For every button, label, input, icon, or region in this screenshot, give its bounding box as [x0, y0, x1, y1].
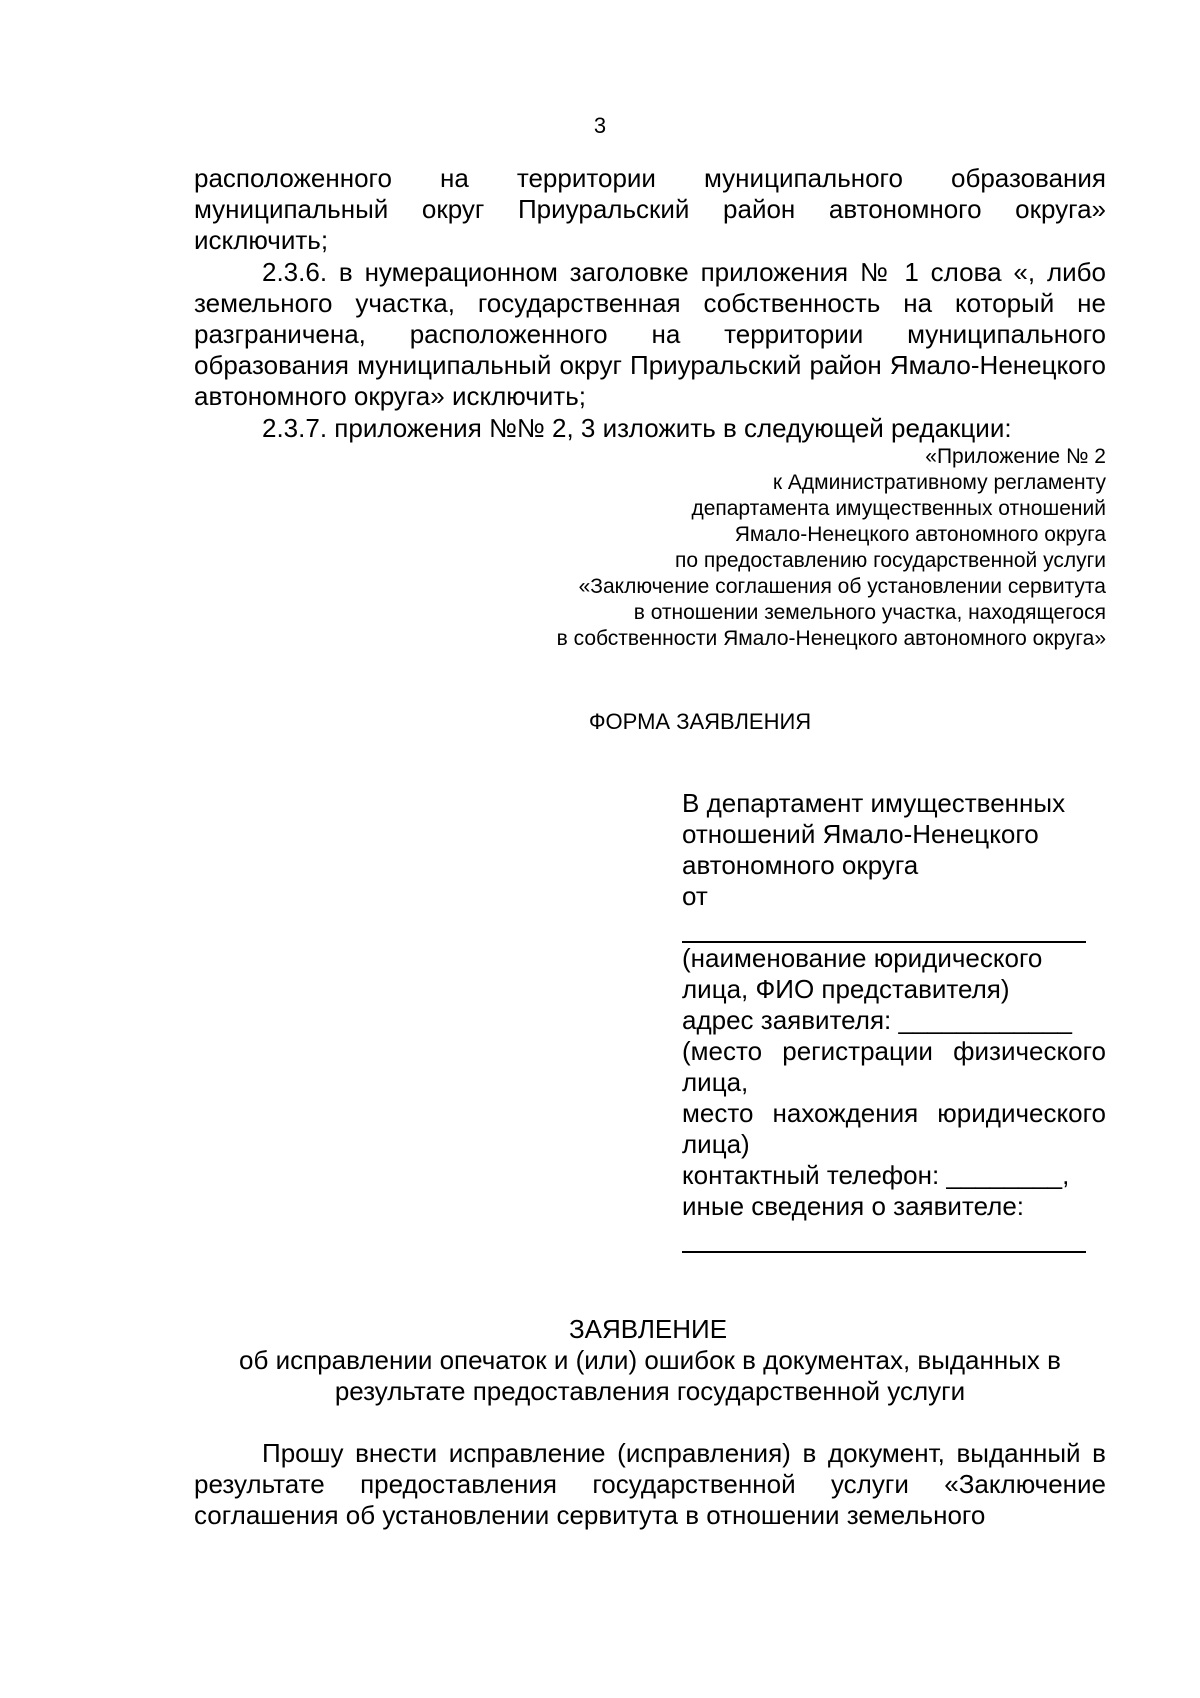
addressee-line: лица, ФИО представителя) [682, 974, 1010, 1004]
addressee-line: лица, [682, 1067, 749, 1097]
paragraph-item-2-3-6: 2.3.6. в нумерационном заголовке приложения № 1 слова «, либо земельного участка, государственная собственность на который не разграничена, расположенного на территории муниципального образования муниципальный округ Приуральский район Ямало-Ненецкого автономного округа» исключить; [194, 257, 1106, 411]
annex-line: «Приложение № 2 [925, 445, 1106, 468]
addressee-line: иные сведения о заявителе: [682, 1191, 1025, 1221]
annex-line: в собственности Ямало-Ненецкого автономного округа» [556, 627, 1106, 650]
addressee-line: лица) [682, 1129, 750, 1159]
paragraph-continuation [194, 163, 1106, 256]
statement-subtitle: об исправлении опечаток и (или) ошибок в документах, выданных в результате предоставления государственной услуги [239, 1345, 1061, 1406]
paragraph-item-2-3-7: 2.3.7. приложения №№ 2, 3 изложить в следующей редакции: [262, 413, 1012, 443]
annex-line: Ямало-Ненецкого автономного округа [734, 523, 1106, 546]
other-info-blank [682, 1222, 1086, 1253]
annex-header [406, 444, 1106, 652]
addressee-line: (место регистрации физического [682, 1036, 1106, 1066]
annex-line: «Заключение соглашения об установлении сервитута [578, 575, 1106, 598]
statement-title: ЗАЯВЛЕНИЕ [568, 1314, 728, 1344]
addressee-line: (наименование юридического [682, 943, 1043, 973]
addressee-line: адрес заявителя: ____________ [682, 1005, 1072, 1035]
continuation-line: расположенного на территории муниципального образования [194, 163, 1106, 193]
addressee-line: автономного округа [682, 850, 919, 880]
annex-line: по предоставлению государственной услуги [674, 549, 1106, 572]
continuation-line-last: исключить; [194, 225, 329, 255]
applicant-name-blank [682, 912, 1086, 943]
addressee-line: от [682, 881, 708, 911]
annex-line: к Административному регламенту [772, 471, 1106, 494]
annex-line: департамента имущественных отношений [691, 497, 1106, 520]
page-number: 3 [593, 113, 607, 138]
addressee-line: контактный телефон: ________, [682, 1160, 1070, 1190]
addressee-block [682, 788, 1106, 1253]
annex-line: в отношении земельного участка, находящегося [633, 601, 1106, 624]
addressee-line: место нахождения юридического [682, 1098, 1106, 1128]
form-title: ФОРМА ЗАЯВЛЕНИЯ [588, 709, 812, 734]
paragraph-request: Прошу внести исправление (исправления) в документ, выданный в результате предоставления государственной услуги «Заключение соглашения об установлении сервитута в отношении земельного [194, 1438, 1106, 1530]
addressee-line: В департамент имущественных [682, 788, 1066, 818]
continuation-line: муниципальный округ Приуральский район автономного округа» [194, 194, 1106, 224]
addressee-line: отношений Ямало-Ненецкого [682, 819, 1039, 849]
